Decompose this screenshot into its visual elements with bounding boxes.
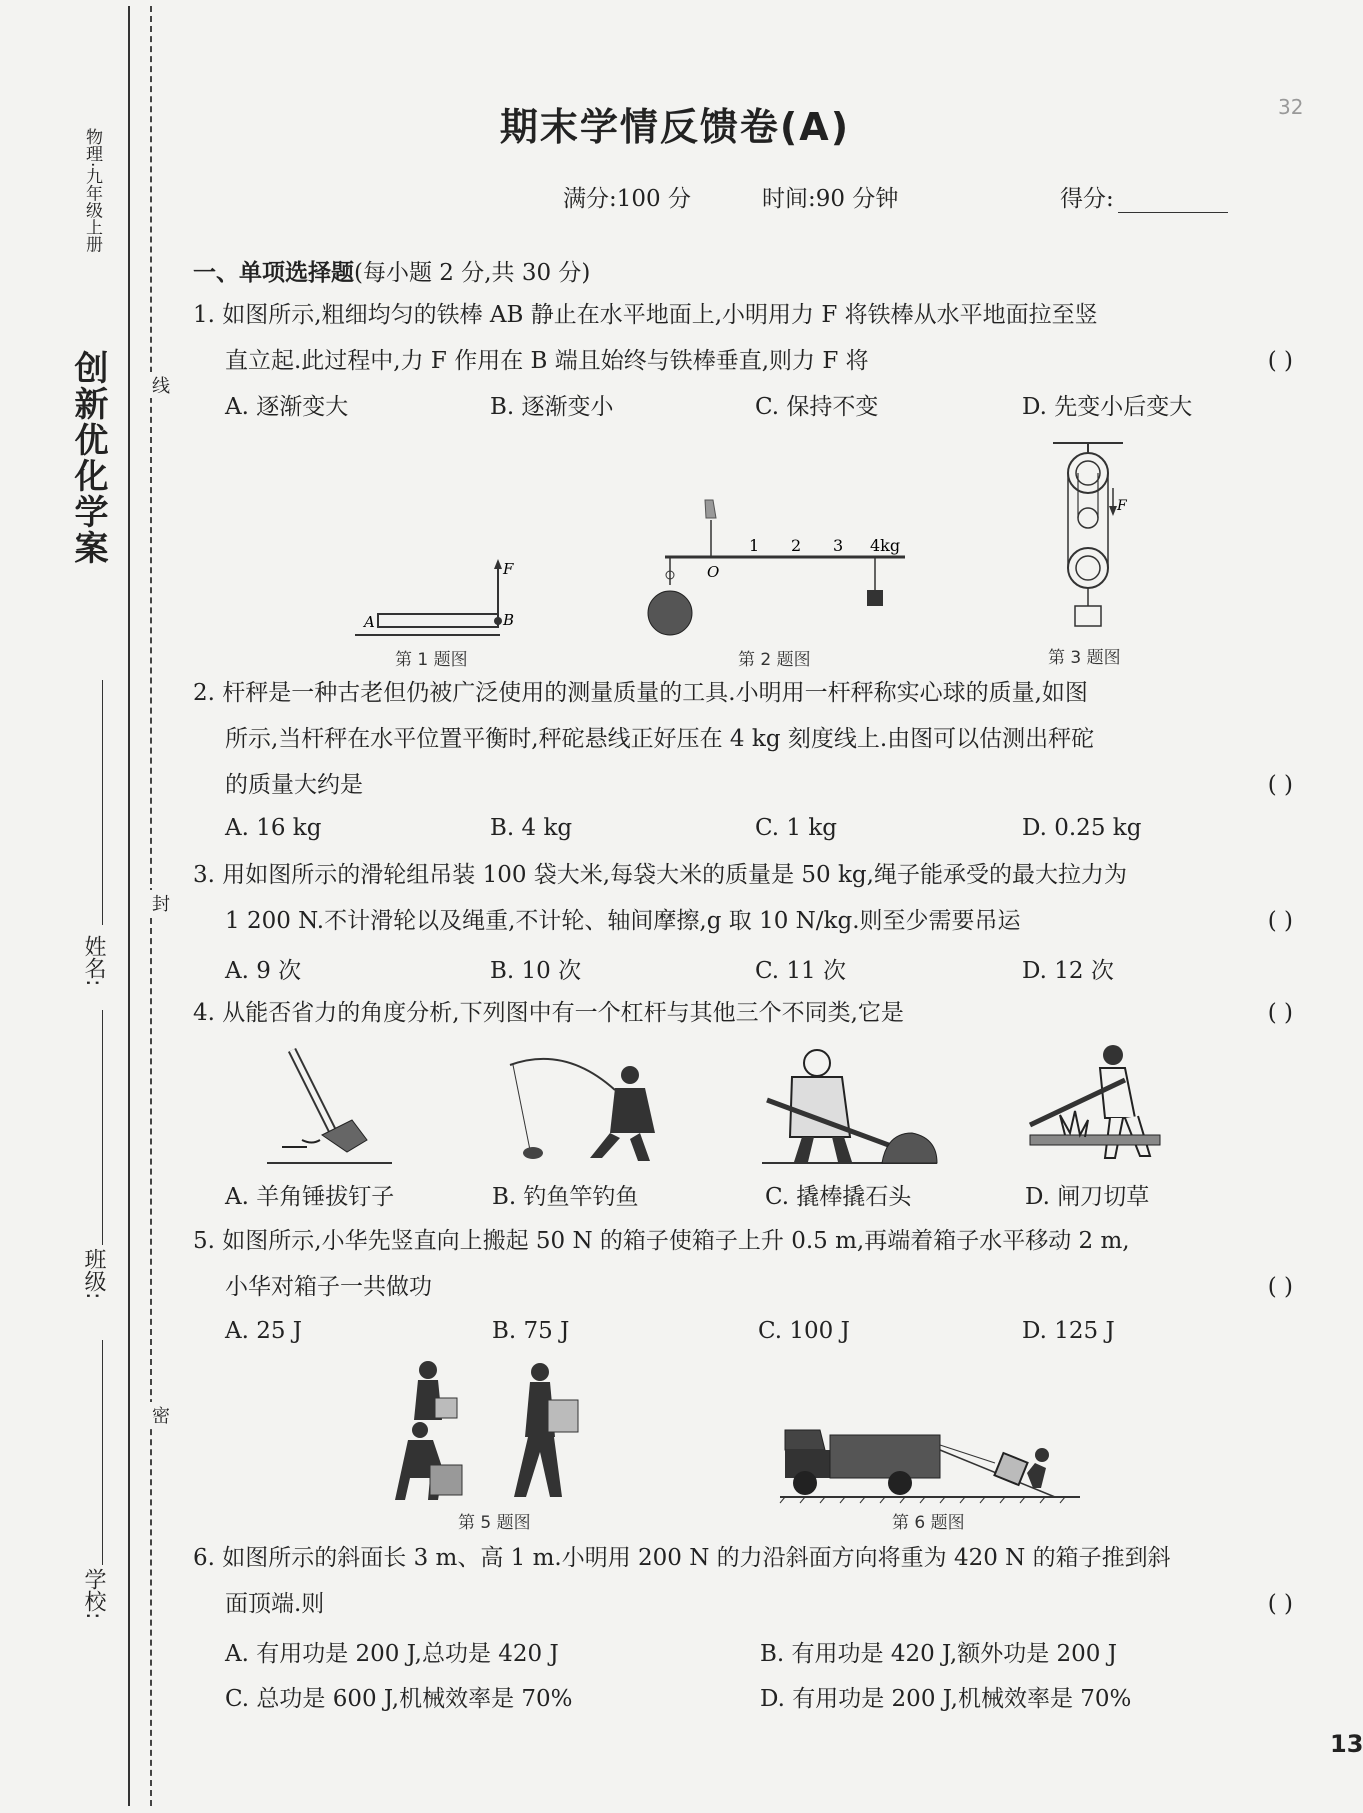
q1-option-c: C. 保持不变 xyxy=(755,394,879,420)
fig2-caption: 第 2 题图 xyxy=(738,650,811,670)
q5-line1: 5. 如图所示,小华先竖直向上搬起 50 N 的箱子使箱子上升 0.5 m,再端着箱子水平移动 2 m, xyxy=(193,1228,1130,1254)
q6-line1: 6. 如图所示的斜面长 3 m、高 1 m.小明用 200 N 的力沿斜面方向将重为 420 N 的箱子推到斜 xyxy=(193,1545,1171,1571)
q5-answer-paren[interactable]: ( ) xyxy=(1267,1274,1293,1300)
figure-6 xyxy=(780,1405,1085,1505)
q6-option-b: B. 有用功是 420 J,额外功是 200 J xyxy=(760,1641,1117,1667)
class-label: 班级: xyxy=(81,1248,106,1300)
q3-line1: 3. 用如图所示的滑轮组吊装 100 袋大米,每袋大米的质量是 50 kg,绳子能承受的最大拉力为 xyxy=(193,862,1127,888)
fig5-caption: 第 5 题图 xyxy=(458,1513,531,1533)
q5-option-c: C. 100 J xyxy=(758,1318,850,1344)
corner-mark: 32 xyxy=(1278,95,1304,119)
question-3 xyxy=(193,852,1293,944)
question-5 xyxy=(193,1218,1293,1310)
q2-line3: 的质量大约是 xyxy=(225,772,363,798)
fig6-caption: 第 6 题图 xyxy=(892,1513,965,1533)
q5-line2: 小华对箱子一共做功 xyxy=(225,1274,432,1300)
q1-answer-paren[interactable]: ( ) xyxy=(1267,348,1293,374)
q6-option-a: A. 有用功是 200 J,总功是 420 J xyxy=(225,1641,559,1667)
full-score: 满分:100 分 xyxy=(563,186,691,212)
name-label: 姓名: xyxy=(81,935,106,987)
q4-option-d: D. 闸刀切草 xyxy=(1025,1184,1150,1210)
fig2-tick-3: 3 xyxy=(833,536,844,555)
name-field[interactable] xyxy=(102,680,103,925)
q6-line2: 面顶端.则 xyxy=(225,1591,325,1617)
section-title: 一、单项选择题 xyxy=(193,260,354,286)
seal-mi: 密 xyxy=(146,1402,172,1428)
figure-2 xyxy=(645,495,915,640)
q1-line1: 1. 如图所示,粗细均匀的铁棒 AB 静止在水平地面上,小明用力 F 将铁棒从水平地面拉至竖 xyxy=(193,302,1098,328)
q3-line2: 1 200 N.不计滑轮以及绳重,不计轮、轴间摩擦,g 取 10 N/kg.则至少需要吊运 xyxy=(225,908,1021,934)
question-4 xyxy=(193,990,1293,1036)
school-label: 学校: xyxy=(81,1568,106,1620)
q4-option-a: A. 羊角锤拔钉子 xyxy=(225,1184,395,1210)
q5-option-d: D. 125 J xyxy=(1022,1318,1115,1344)
q4-cutter-image xyxy=(1025,1040,1175,1170)
seal-feng: 封 xyxy=(146,890,172,916)
page-number: 13 xyxy=(1330,1730,1363,1758)
q2-option-d: D. 0.25 kg xyxy=(1022,815,1142,841)
fig3-caption: 第 3 题图 xyxy=(1048,648,1121,668)
fig2-label-o: O xyxy=(707,563,720,581)
question-1 xyxy=(193,292,1293,384)
q1-option-d: D. 先变小后变大 xyxy=(1022,394,1193,420)
q1-option-a: A. 逐渐变大 xyxy=(225,394,349,420)
q6-option-c: C. 总功是 600 J,机械效率是 70% xyxy=(225,1686,573,1712)
class-field[interactable] xyxy=(102,1010,103,1245)
figure-1 xyxy=(350,555,520,640)
question-2 xyxy=(193,670,1293,808)
fig1-label-a: A xyxy=(364,613,375,631)
school-field[interactable] xyxy=(102,1340,103,1565)
q2-option-c: C. 1 kg xyxy=(755,815,838,841)
q2-line1: 2. 杆秤是一种古老但仍被广泛使用的测量质量的工具.小明用一杆秤称实心球的质量,如图 xyxy=(193,680,1088,706)
fig1-label-f: F xyxy=(503,560,514,578)
seal-xian: 线 xyxy=(146,372,172,398)
q4-option-b: B. 钓鱼竿钓鱼 xyxy=(492,1184,639,1210)
book-title: 创新优化学案 xyxy=(68,350,108,566)
q4-fishing-image xyxy=(505,1050,655,1170)
q4-option-c: C. 撬棒撬石头 xyxy=(765,1184,912,1210)
score-field[interactable] xyxy=(1060,180,1228,213)
book-subtitle: 物理·九年级上册 xyxy=(82,128,102,253)
q3-answer-paren[interactable]: ( ) xyxy=(1267,908,1293,934)
q2-line2: 所示,当杆秤在水平位置平衡时,秤砣悬线正好压在 4 kg 刻度线上.由图可以估测出秤砣 xyxy=(225,726,1095,752)
section-heading xyxy=(193,254,590,287)
q6-option-d: D. 有用功是 200 J,机械效率是 70% xyxy=(760,1686,1132,1712)
q1-option-b: B. 逐渐变小 xyxy=(490,394,614,420)
exam-time: 时间:90 分钟 xyxy=(762,186,899,212)
fig1-label-b: B xyxy=(503,611,515,629)
fig2-tick-2: 2 xyxy=(791,536,802,555)
q2-answer-paren[interactable]: ( ) xyxy=(1267,772,1293,798)
q1-line2: 直立起.此过程中,力 F 作用在 B 端且始终与铁棒垂直,则力 F 将 xyxy=(225,348,869,374)
q3-option-c: C. 11 次 xyxy=(755,958,846,984)
score-label: 得分: xyxy=(1060,186,1114,212)
section-note: (每小题 2 分,共 30 分) xyxy=(354,260,591,286)
q4-crowbar-image xyxy=(762,1045,942,1170)
q4-hammer-image xyxy=(262,1045,402,1170)
q3-option-b: B. 10 次 xyxy=(490,958,582,984)
margin-solid-line xyxy=(128,6,130,1806)
page-title: 期末学情反馈卷(A) xyxy=(499,105,851,149)
question-6 xyxy=(193,1535,1293,1627)
fig2-tick-4: 4kg xyxy=(870,536,901,555)
fig2-tick-1: 1 xyxy=(749,536,760,555)
q6-answer-paren[interactable]: ( ) xyxy=(1267,1591,1293,1617)
q5-option-b: B. 75 J xyxy=(492,1318,570,1344)
fig3-label-f: F xyxy=(1117,498,1127,514)
q4-answer-paren[interactable]: ( ) xyxy=(1267,1000,1293,1026)
q5-option-a: A. 25 J xyxy=(225,1318,303,1344)
q4-line1: 4. 从能否省力的角度分析,下列图中有一个杠杆与其他三个不同类,它是 xyxy=(193,1000,904,1026)
q2-option-b: B. 4 kg xyxy=(490,815,573,841)
fig1-caption: 第 1 题图 xyxy=(395,650,468,670)
q2-option-a: A. 16 kg xyxy=(225,815,322,841)
figure-3 xyxy=(1045,438,1135,638)
q3-option-d: D. 12 次 xyxy=(1022,958,1114,984)
figure-5 xyxy=(400,1360,600,1505)
q3-option-a: A. 9 次 xyxy=(225,958,302,984)
